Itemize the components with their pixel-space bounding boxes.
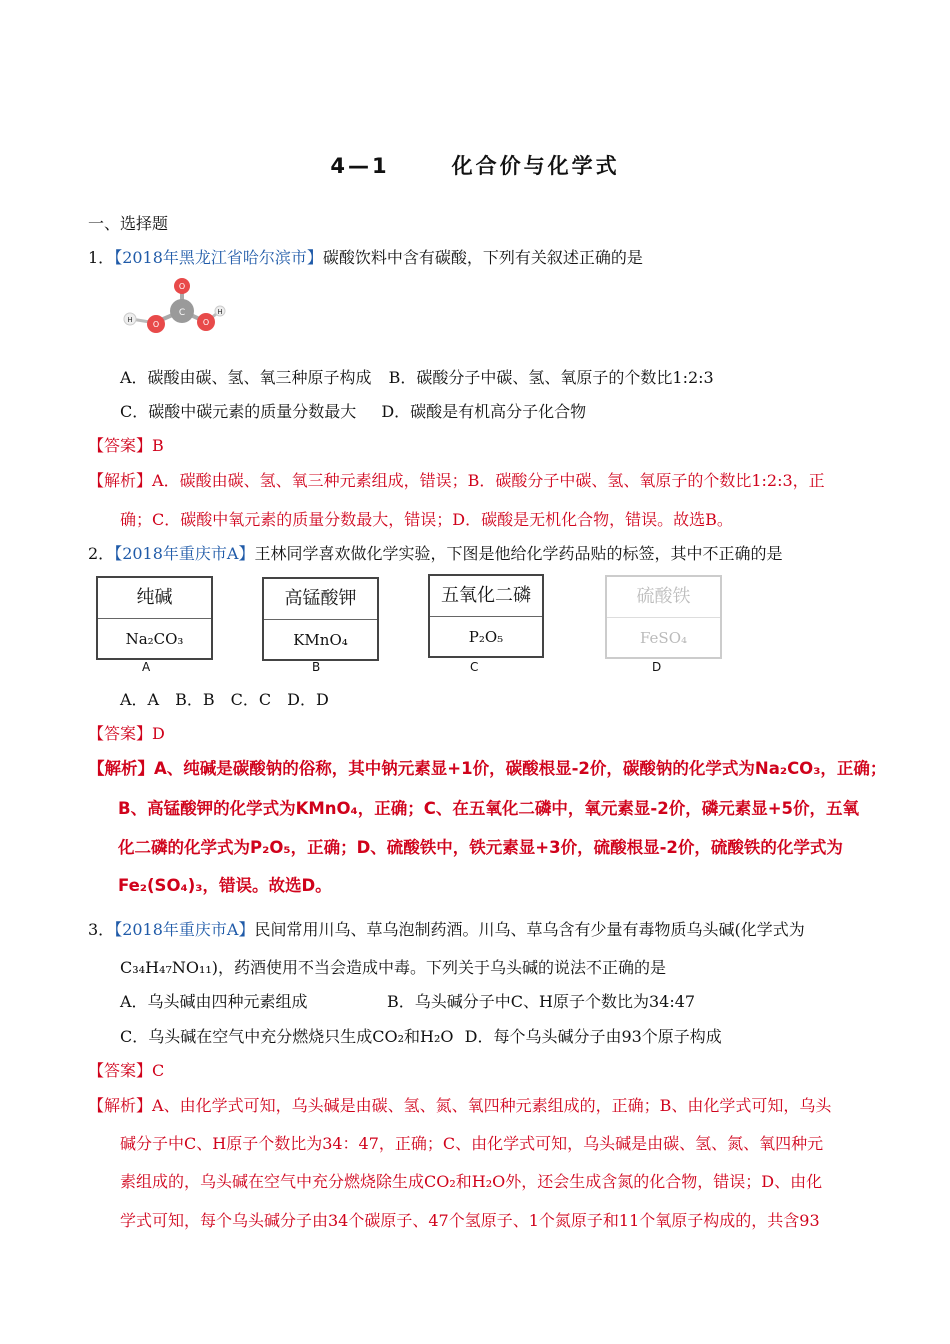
answer-label: 【答案】 [88,1061,153,1080]
q3-stem-1: 民间常用川乌、草乌泡制药酒。川乌、草乌含有少量有毒物质乌头碱(化学式为 [254,920,805,939]
label-c-name: 五氧化二磷 [430,576,542,617]
q1-answer [88,433,164,456]
analysis-label: 【解析】 [88,759,154,778]
label-d-letter: D [652,660,662,674]
hydrogen-label: H [217,308,223,316]
chapter-title: 化合价与化学式 [451,154,620,178]
chapter-number: 4—1 [330,154,390,178]
label-a-letter: A [142,660,151,674]
label-d-name: 硫酸铁 [607,577,720,618]
q3-options-row-2 [120,1024,722,1047]
q3-stem-2: C₃₄H₄₇NO₁₁)，药酒使用不当会造成中毒。下列关于乌头碱的说法不正确的是 [120,958,667,977]
analysis-text: A、由化学式可知，乌头碱是由碳、氢、氮、氧四种元素组成的，正确；B、由化学式可知，乌头 [152,1096,832,1115]
q3-analysis-line-4: 学式可知，每个乌头碱分子由34个碳原子、47个氢原子、1个氮原子和11个氧原子构成的，共含93 [120,1211,820,1230]
label-b [262,577,379,661]
q1-option-b: B．碳酸分子中碳、氢、氧原子的个数比1:2:3 [388,368,714,387]
label-c-letter: C [470,660,479,674]
q2-analysis-line-1 [88,755,886,779]
oxygen-label: O [152,320,160,329]
answer-value: C [152,1061,165,1080]
q2-stem: 王林同学喜欢做化学实验，下图是他给化学药品贴的标签，其中不正确的是 [254,544,783,563]
q3-source: 【2018年重庆市A】 [114,920,255,939]
q1-option-a: A．碳酸由碳、氢、氧三种原子构成 [120,368,372,387]
q1-source: 【2018年黑龙江省哈尔滨市】 [114,248,323,267]
q1-option-c: C．碳酸中碳元素的质量分数最大 [120,402,357,421]
question-3 [88,917,805,940]
page-title [0,150,950,180]
q2-answer [88,721,165,744]
answer-label: 【答案】 [88,724,153,743]
label-d-formula: FeSO₄ [639,629,688,647]
answer-value: D [152,724,165,743]
label-b-letter: B [312,660,321,674]
q3-number: 3． [88,920,115,939]
label-b-name: 高锰酸钾 [264,579,377,620]
analysis-text: A、纯碱是碳酸钠的俗称，其中钠元素显+1价，碳酸根显-2价，碳酸钠的化学式为Na₂CO₃，正确； [154,759,887,778]
q3-answer [88,1058,164,1081]
q2-options: A．A B．B C．C D．D [120,690,329,709]
q3-option-b: B．乌头碱分子中C、H原子个数比为34:47 [387,992,696,1011]
q1-stem: 碳酸饮料中含有碳酸，下列有关叙述正确的是 [322,248,643,267]
q3-analysis-line-2: 碱分子中C、H原子个数比为34：47，正确；C、由化学式可知，乌头碱是由碳、氢、氮、氧四种元 [120,1134,824,1153]
label-c-formula: P₂O₅ [468,628,504,646]
question-1 [88,245,643,268]
q1-number: 1． [88,248,115,267]
q3-analysis-line-1 [88,1093,831,1116]
q3-option-d: D．每个乌头碱分子由93个原子构成 [464,1027,722,1046]
q2-number: 2． [88,544,115,563]
analysis-text: A．碳酸由碳、氢、氧三种元素组成，错误；B．碳酸分子中碳、氢、氧原子的个数比1:2:3，正 [152,471,825,490]
q1-options-row-2 [120,399,586,422]
answer-label: 【答案】 [88,436,153,455]
label-b-formula: KMnO₄ [293,631,348,649]
answer-value: B [152,436,164,455]
q1-option-d: D．碳酸是有机高分子化合物 [381,402,587,421]
hydrogen-label: H [127,316,133,324]
q2-analysis-line-2: B、高锰酸钾的化学式为KMnO₄，正确；C、在五氧化二磷中，氧元素显-2价，磷元素显+5价，五氧 [118,799,860,818]
q1-analysis-line-1 [88,468,825,491]
analysis-label: 【解析】 [88,1096,153,1115]
label-a [96,576,213,660]
carbonic-acid-molecule [116,275,228,337]
label-d [605,575,722,659]
q1-options-row-1 [120,365,714,388]
q2-analysis-line-4: Fe₂(SO₄)₃，错误。故选D。 [118,876,332,895]
analysis-label: 【解析】 [88,471,153,490]
oxygen-label: O [202,318,210,327]
q2-source: 【2018年重庆市A】 [114,544,255,563]
q3-analysis-line-3: 素组成的，乌头碱在空气中充分燃烧除生成CO₂和H₂O外，还会生成含氮的化合物，错误；D、由化 [120,1172,823,1191]
section-heading: 一、选择题 [88,214,169,233]
q2-analysis-line-3: 化二磷的化学式为P₂O₅，正确；D、硫酸铁中，铁元素显+3价，硫酸根显-2价，硫酸铁的化学式为 [118,838,843,857]
label-a-name: 纯碱 [98,578,211,619]
oxygen-label: O [178,282,186,291]
label-a-formula: Na₂CO₃ [125,630,184,648]
q1-analysis-line-2: 确；C．碳酸中氧元素的质量分数最大，错误；D．碳酸是无机化合物，错误。故选B。 [120,510,733,529]
label-c [428,574,544,658]
question-2 [88,541,782,564]
q3-option-c: C．乌头碱在空气中充分燃烧只生成CO₂和H₂O [120,1027,454,1046]
q3-option-a: A．乌头碱由四种元素组成 [120,992,308,1011]
carbon-label: C [178,308,186,318]
